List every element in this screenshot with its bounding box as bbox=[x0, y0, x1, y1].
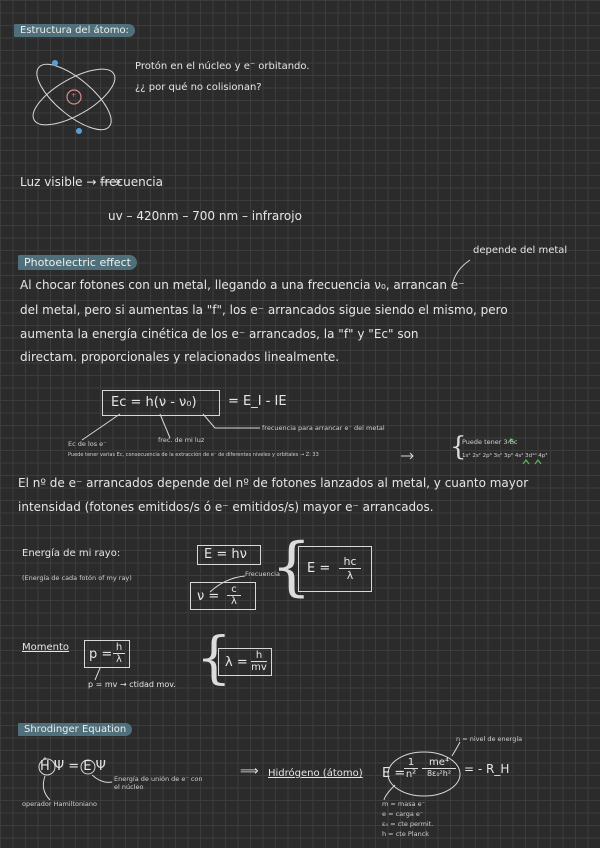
energy-eq1-box bbox=[197, 545, 261, 565]
hydrogen-frac-2 bbox=[422, 757, 456, 778]
electron-2 bbox=[76, 128, 82, 134]
eq3-num: hc bbox=[339, 555, 361, 569]
formula-lhs: Ec = h(ν - ν₀) bbox=[111, 395, 197, 410]
energy-sub: (Energía de cada fotón of my ray) bbox=[22, 574, 132, 582]
photo-para-5: El nº de e⁻ arrancados depende del nº de fotones lanzados al metal, y cuanto mayor bbox=[18, 476, 529, 490]
legend-permittivity: ε₀ = cte permit. bbox=[382, 820, 434, 828]
side-note-metal: depende del metal bbox=[473, 245, 568, 256]
energy-eq2-box bbox=[190, 582, 256, 610]
momentum-sub: p = mv → ctidad mov. bbox=[88, 680, 176, 689]
legend-charge: e = carga e⁻ bbox=[382, 810, 424, 818]
frac1-den: n² bbox=[405, 769, 417, 780]
momentum-den: λ bbox=[116, 654, 122, 665]
atom-note-1: Protón en el núcleo y e⁻ orbitando. bbox=[135, 61, 310, 72]
energy-label: Energía de mi rayo: bbox=[22, 548, 121, 559]
frac2-num: me⁴ bbox=[422, 757, 456, 769]
heading-photoelectric: Photoelectric effect bbox=[18, 255, 137, 270]
atom-note-2: ¿¿ por qué no colisionan? bbox=[135, 82, 262, 93]
energy-eq1-note: Frecuencia bbox=[245, 570, 280, 578]
frac1-num: 1 bbox=[404, 757, 418, 769]
momentum-num: h bbox=[113, 642, 125, 654]
n-note: n = nivel de energía bbox=[456, 735, 523, 743]
annotation-frequency: frec. de mi luz bbox=[158, 436, 205, 444]
momentum-frac bbox=[113, 642, 125, 665]
energy-eq3-frac bbox=[339, 555, 361, 582]
photoelectric-formula-box bbox=[102, 390, 220, 416]
electron-config: 1s² 2s² 2p⁶ 3s² 3p⁶ 4s² 3d¹⁰ 4p³ bbox=[462, 453, 548, 459]
annotation-long: Puede tener varias Ec, consecuencia de la extracción de e⁻ de diferentes niveles y orbitales → Z: 33 bbox=[68, 452, 319, 458]
momentum-eq2-num: h bbox=[251, 650, 267, 662]
formula-rhs: = E_I - IE bbox=[228, 394, 287, 409]
photo-para-4: directam. proporcionales y relacionados linealmente. bbox=[20, 350, 340, 364]
photo-para-2: del metal, pero si aumentas la "f", los e⁻ arrancados sigue siendo el mismo, pero bbox=[20, 303, 508, 317]
schrodinger-note-hamiltonian: operador Hamiltoniano bbox=[22, 800, 97, 808]
light-line-1: Luz visible → frecuencia bbox=[20, 175, 163, 189]
electron-1 bbox=[52, 60, 58, 66]
photo-para-1: Al chocar fotones con un metal, llegando a una frecuencia ν₀, arrancan e⁻ bbox=[20, 278, 465, 292]
schrodinger-equation: Ĥ Ψ = E Ψ bbox=[40, 759, 106, 774]
eq3-den: λ bbox=[346, 569, 354, 582]
momentum-brace: { bbox=[196, 626, 232, 691]
hydrogen-frac-1 bbox=[404, 757, 418, 780]
light-line-2: uv – 420nm – 700 nm – infrarojo bbox=[108, 209, 302, 223]
photo-para-6: intensidad (fotones emitidos/s ó e⁻ emitidos/s) mayor e⁻ arrancados. bbox=[18, 500, 434, 514]
annotation-ec: Ec de los e⁻ bbox=[68, 440, 107, 448]
energy-eq3-box bbox=[298, 546, 372, 592]
proton-symbol: + bbox=[71, 92, 77, 99]
implies-arrow: ⟹ bbox=[240, 764, 259, 779]
energy-eq2-frac bbox=[227, 584, 241, 607]
momentum-eq2-lhs: λ = bbox=[225, 655, 248, 670]
legend-mass: m = masa e⁻ bbox=[382, 800, 426, 808]
config-note: Puede tener 3 Ec bbox=[462, 438, 518, 446]
hydrogen-e-lhs: E = bbox=[382, 766, 406, 781]
energy-eq3-lhs: E = bbox=[307, 561, 331, 576]
momentum-eq-box bbox=[84, 640, 130, 668]
photo-para-3: aumenta la energía cinética de los e⁻ arrancados, la "f" y "Ec" son bbox=[20, 327, 419, 341]
energy-eq2-lhs: ν = bbox=[197, 589, 220, 604]
rydberg-term: = - R_H bbox=[464, 762, 510, 776]
momentum-eq2-frac bbox=[251, 650, 267, 673]
heading-schrodinger: Shrodinger Equation bbox=[18, 723, 132, 736]
frac2-den: 8ε₀²h² bbox=[426, 769, 452, 778]
hydrogen-label: Hidrógeno (átomo) bbox=[268, 768, 363, 779]
momentum-eq-lhs: p = bbox=[89, 647, 113, 662]
momentum-label: Momento bbox=[22, 642, 70, 653]
config-brace: { bbox=[450, 432, 467, 462]
heading-atom-structure: Estructura del átomo: bbox=[14, 24, 135, 37]
eq2-num: c bbox=[227, 584, 241, 596]
momentum-eq2-den: mv bbox=[251, 662, 267, 673]
momentum-eq2-box bbox=[218, 648, 272, 676]
legend-planck: h = cte Planck bbox=[382, 830, 430, 838]
annotation-threshold: frecuencia para arrancar e⁻ del metal bbox=[262, 424, 385, 432]
eq2-den: λ bbox=[231, 596, 237, 607]
energy-eq1: E = hν bbox=[204, 547, 247, 562]
schrodinger-note-energy: Energía de unión de e⁻ con el núcleo bbox=[114, 775, 203, 791]
energy-brace: { bbox=[271, 530, 312, 604]
